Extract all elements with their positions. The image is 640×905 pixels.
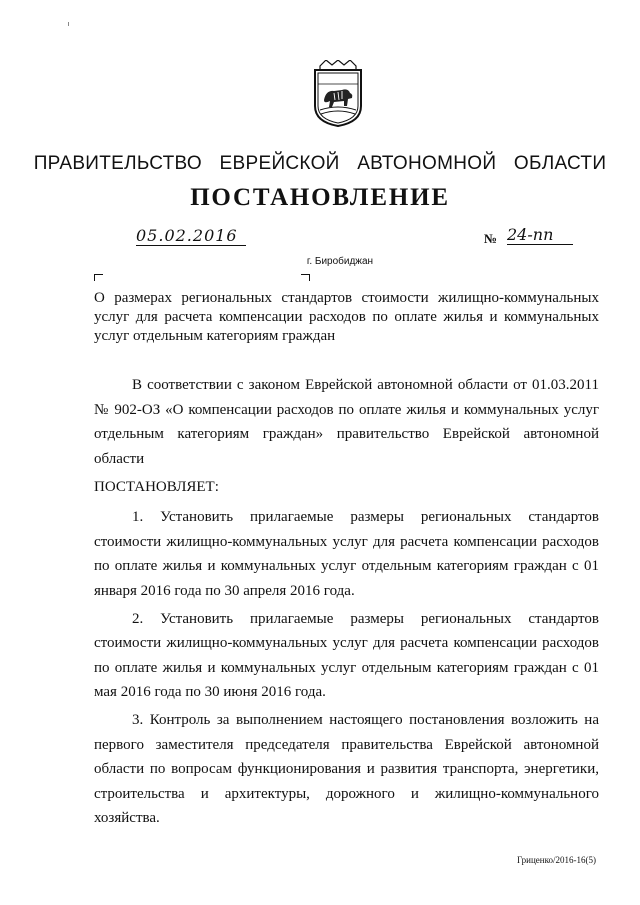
government-title: ПРАВИТЕЛЬСТВО ЕВРЕЙСКОЙ АВТОНОМНОЙ ОБЛАСТИ: [33, 153, 607, 174]
scan-mark: [68, 22, 69, 26]
subject-bracket-left: [94, 274, 103, 281]
document-subject: О размерах региональных стандартов стоимости жилищно-коммунальных услуг для расчета компенсации расходов по оплате жилья и коммунальных услуг отдельным категориям граждан: [94, 290, 599, 344]
city: г. Биробиджан: [306, 256, 374, 267]
document-type: ПОСТАНОВЛЕНИЕ: [190, 184, 450, 211]
preamble: В соответствии с законом Еврейской автономной области от 01.03.2011 № 902-ОЗ «О компенсации расходов по оплате жилья и коммунальных услуг отдельным категориям граждан» правительство Еврейской автономной области: [94, 377, 599, 467]
document-body: [94, 373, 599, 834]
number-label: №: [484, 231, 498, 246]
document-date: 05.02.2016: [136, 227, 246, 246]
body-item: 3. Контроль за выполнением настоящего постановления возложить на первого заместителя председателя правительства Еврейской автономной области по вопросам функционирования и развития транспорта, энергетики, строительства и архитектуры, дорожного и жилищно-коммунального хозяйства.: [94, 712, 599, 826]
document-number: 24-пп: [507, 226, 573, 245]
coat-of-arms-icon: [312, 60, 364, 128]
subject-bracket-right: [301, 274, 310, 281]
body-item: 2. Установить прилагаемые размеры региональных стандартов стоимости жилищно-коммунальных услуг для расчета компенсации расходов по оплате жилья и коммунальных услуг отдельным категориям граждан с 01 мая 2016 года по 30 июня 2016 года.: [94, 610, 599, 700]
resolves-heading: ПОСТАНОВЛЯЕТ:: [94, 478, 219, 495]
author-reference: Гриценко/2016-16(5): [517, 855, 596, 865]
body-item: 1. Установить прилагаемые размеры региональных стандартов стоимости жилищно-коммунальных услуг для расчета компенсации расходов по оплате жилья и коммунальных услуг отдельным категориям граждан с 01 января 2016 года по 30 апреля 2016 года.: [94, 509, 599, 599]
